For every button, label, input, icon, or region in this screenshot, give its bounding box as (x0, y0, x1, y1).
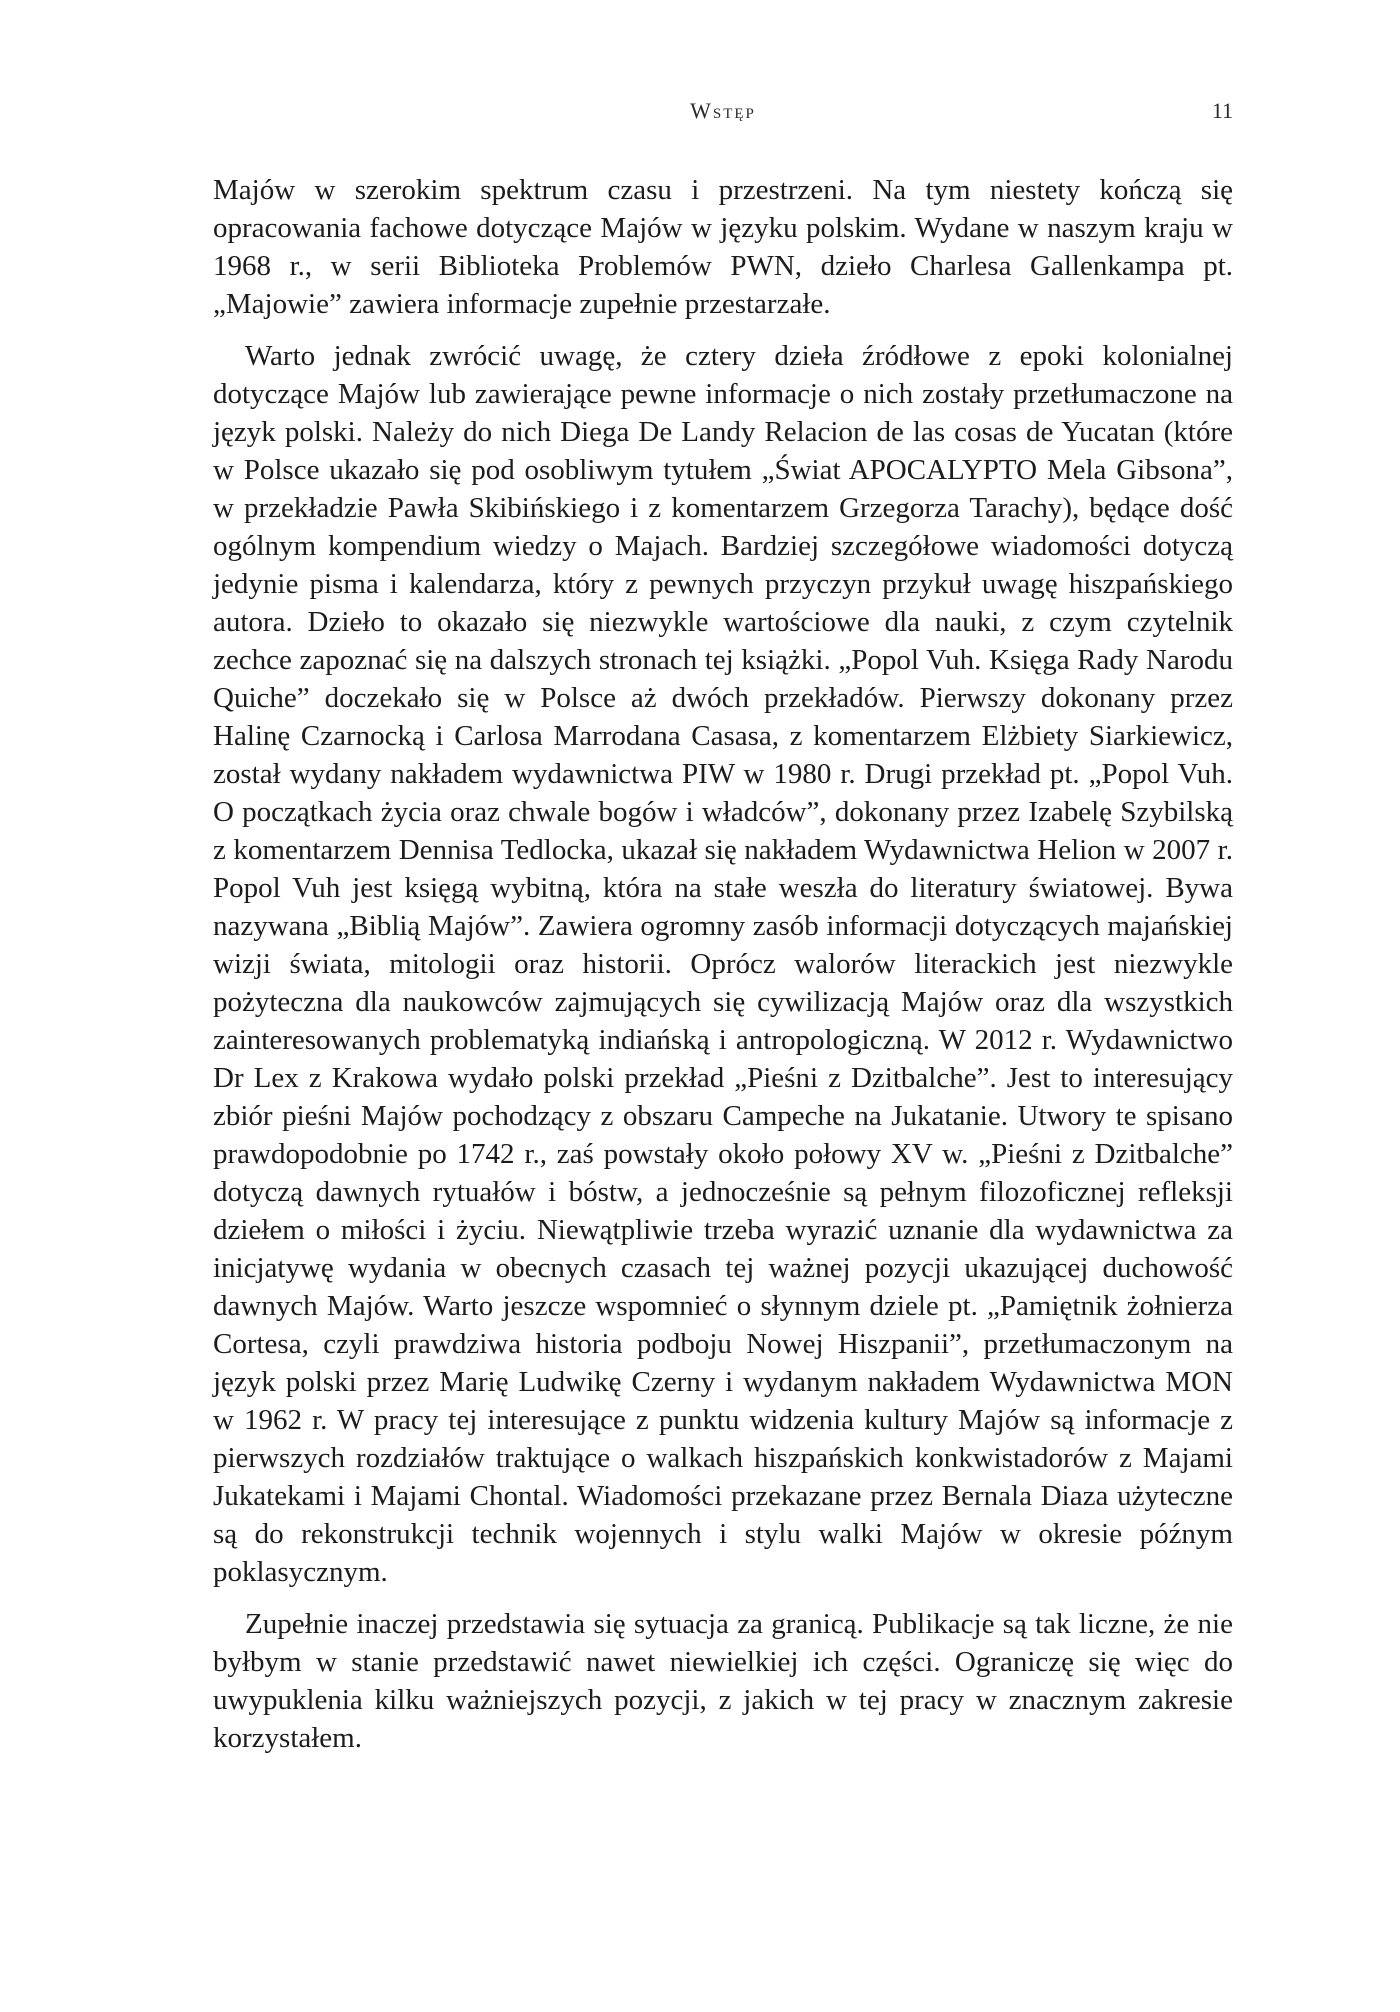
running-header (213, 98, 1233, 138)
paragraph-foreign-publications: Zupełnie inaczej przedstawia się sytuacja za granicą. Publikacje są tak liczne, że nie byłbym w stanie przedstawić nawet niewielkiej ich części. Ograniczę się więc do uwypuklenia kilku ważniejszych pozycji, z jakich w tej pracy w znacznym zakresie korzystałem. (213, 1608, 1233, 1754)
paragraph-continued: Majów w szerokim spektrum czasu i przestrzeni. Na tym niestety kończą się opracowania fachowe dotyczące Majów w języku polskim. Wydane w naszym kraju w 1968 r., w serii Biblioteka Problemów PWN, dzieło Charlesa Gallenkampa pt. „Majowie” zawiera informacje zupełnie przestarzałe. (213, 174, 1233, 320)
running-title: Wstęp (690, 98, 756, 123)
page-number: 11 (1211, 98, 1233, 123)
paragraph-source-works: Warto jednak zwrócić uwagę, że cztery dzieła źródłowe z epoki kolonialnej dotyczące Majów lub zawierające pewne informacje o nich zostały przetłumaczone na język polski. Należy do nich Diega De Landy Relacion de las cosas de Yucatan (które w Polsce ukazało się pod osobliwym tytułem „Świat APOCALYPTO Mela Gibsona”, w przekładzie Pawła Skibińskiego i z komentarzem Grzegorza Tarachy), będące dość ogólnym kompendium wiedzy o Majach. Bardziej szczegółowe wiadomości dotyczą jedynie pisma i kalendarza, który z pewnych przyczyn przykuł uwagę hiszpańskiego autora. Dzieło to okazało się niezwykle wartościowe dla nauki, z czym czytelnik zechce zapoznać się na dalszych stronach tej książki. „Popol Vuh. Księga Rady Narodu Quiche” doczekało się w Polsce aż dwóch przekładów. Pierwszy dokonany przez Halinę Czarnocką i Carlosa Marrodana Casasa, z komentarzem Elżbiety Siarkiewicz, został wydany nakładem wydawnictwa PIW w 1980 r. Drugi przekład pt. „Popol Vuh. O początkach życia oraz chwale bogów i władców”, dokonany przez Izabelę Szybilską z komentarzem Dennisa Tedlocka, ukazał się nakładem Wydawnictwa Helion w 2007 r. Popol Vuh jest księgą wybitną, która na stałe weszła do literatury światowej. Bywa nazywana „Biblią Majów”. Zawiera ogromny zasób informacji dotyczących majańskiej wizji świata, mitologii oraz historii. Oprócz walorów literackich jest niezwykle pożyteczna dla naukowców zajmujących się cywilizacją Majów oraz dla wszystkich zainteresowanych problematyką indiańską i antropologiczną. W 2012 r. Wydawnictwo Dr Lex z Krakowa wydało polski przekład „Pieśni z Dzitbalche”. Jest to interesujący zbiór pieśni Majów pochodzący z obszaru Campeche na Jukatanie. Utwory te spisano prawdopodobnie po 1742 r., zaś powstały około połowy XV w. „Pieśni z Dzitbalche” dotyczą dawnych rytuałów i bóstw, a jednocześnie są pełnym filozoficznej refleksji dziełem o miłości i życiu. Niewątpliwie trzeba wyrazić uznanie dla wydawnictwa za inicjatywę wydania w obecnych czasach tej ważnej pozycji ukazującej duchowość dawnych Majów. Warto jeszcze wspomnieć o słynnym dziele pt. „Pamiętnik żołnierza Cortesa, czyli prawdziwa historia podboju Nowej Hiszpanii”, przetłumaczonym na język polski przez Marię Ludwikę Czerny i wydanym nakładem Wydawnictwa MON w 1962 r. W pracy tej interesujące z punktu widzenia kultury Majów są informacje z pierwszych rozdziałów traktujące o walkach hiszpańskich konkwistadorów z Majami Jukatekami i Majami Chontal. Wiadomości przekazane przez Bernala Diaza użyteczne są do rekonstrukcji technik wojennych i stylu walki Majów w okresie późnym poklasycznym. (213, 340, 1233, 1588)
body-text (213, 171, 1233, 1771)
